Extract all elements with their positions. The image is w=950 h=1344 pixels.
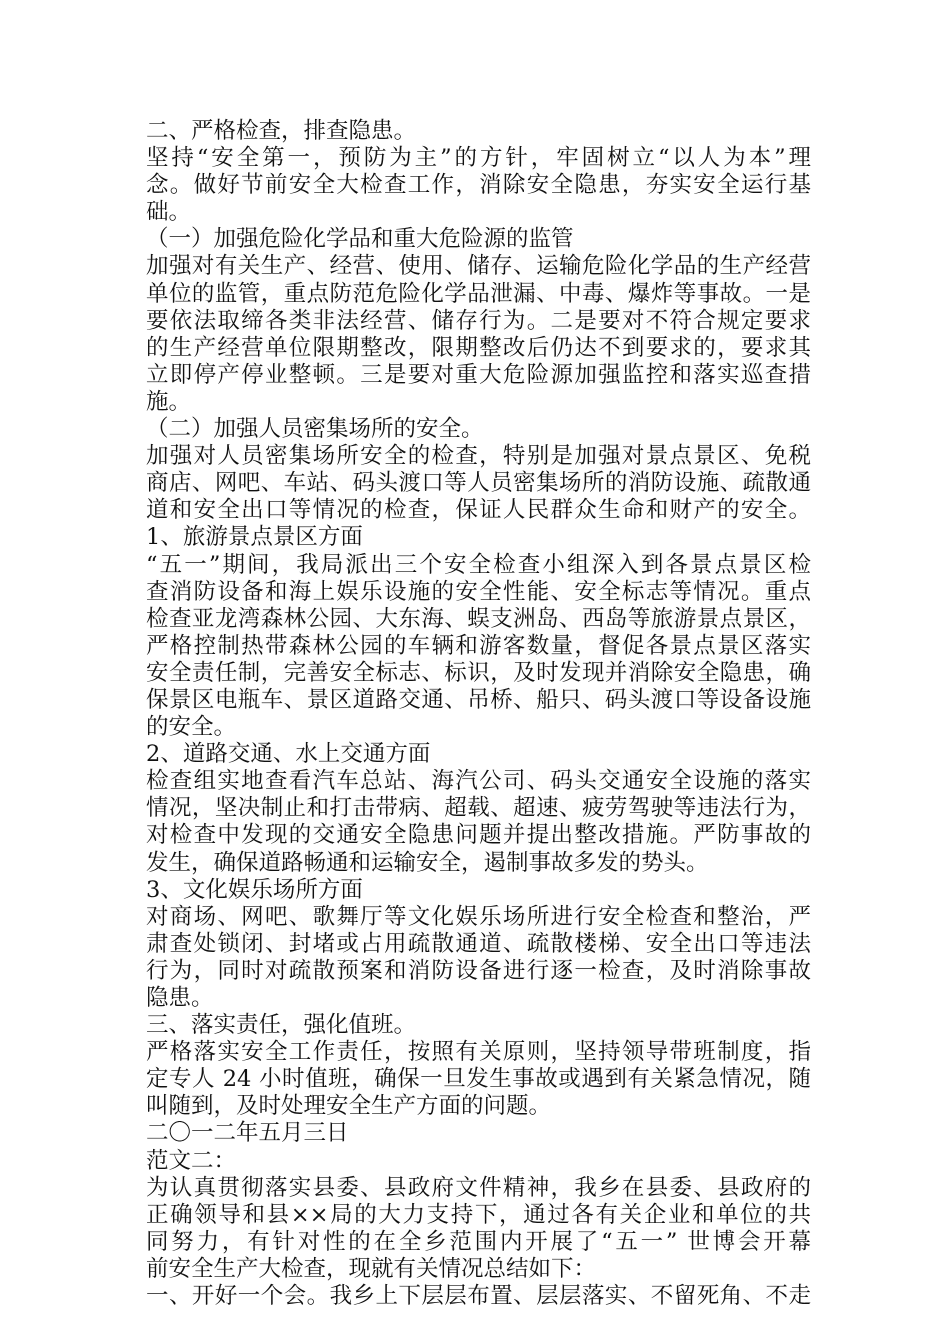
text-line: 施。	[146, 388, 192, 415]
text-line: “五一”期间，我局派出三个安全检查小组深入到各景点景区检	[146, 551, 811, 578]
text-line: 情况，坚决制止和打击带病、超载、超速、疲劳驾驶等违法行为，	[146, 795, 811, 822]
text-line: 加强对有关生产、经营、使用、储存、运输危险化学品的生产经营	[146, 253, 811, 280]
text-line: 立即停产停业整顿。三是要对重大危险源加强监控和落实巡查措	[146, 361, 811, 388]
text-line: 道和安全出口等情况的检查，保证人民群众生命和财产的安全。	[146, 497, 811, 524]
text-line: 三、落实责任，强化值班。	[146, 1012, 417, 1039]
text-line: 同努力，有针对性的在全乡范围内开展了“五一” 世博会开幕	[146, 1228, 811, 1255]
text-line: 1、旅游景点景区方面	[146, 524, 363, 551]
text-line: 为认真贯彻落实县委、县政府文件精神，我乡在县委、县政府的	[146, 1174, 811, 1201]
text-line: 2、道路交通、水上交通方面	[146, 741, 431, 768]
text-line: 检查亚龙湾森林公园、大东海、蜈支洲岛、西岛等旅游景点景区，	[146, 605, 811, 632]
text-line: 对商场、网吧、歌舞厅等文化娱乐场所进行安全检查和整治，严	[146, 903, 811, 930]
text-line: 隐患。	[146, 985, 214, 1011]
text-line: 检查组实地查看汽车总站、海汽公司、码头交通安全设施的落实	[146, 768, 811, 795]
text-line: 查消防设备和海上娱乐设施的安全性能、安全标志等情况。重点	[146, 578, 811, 605]
text-line: 正确领导和县××局的大力支持下，通过各有关企业和单位的共	[146, 1201, 811, 1228]
text-line: 前安全生产大检查，现就有关情况总结如下：	[146, 1255, 597, 1282]
document-body	[146, 118, 811, 1310]
text-line: 肃查处锁闭、封堵或占用疏散通道、疏散楼梯、安全出口等违法	[146, 930, 811, 957]
text-line: 定专人 24 小时值班，确保一旦发生事故或遇到有关紧急情况，随	[146, 1066, 811, 1093]
text-line: 严格控制热带森林公园的车辆和游客数量，督促各景点景区落实	[146, 632, 811, 659]
text-line: 范文二：	[146, 1147, 237, 1174]
text-line: 商店、网吧、车站、码头渡口等人员密集场所的消防设施、疏散通	[146, 470, 811, 497]
text-line: 念。做好节前安全大检查工作，消除安全隐患，夯实安全运行基	[146, 172, 811, 199]
text-line: 行为，同时对疏散预案和消防设备进行逐一检查，及时消除事故	[146, 957, 811, 984]
text-line: 坚持“安全第一，预防为主”的方针，牢固树立“以人为本”理	[146, 145, 811, 172]
text-line: 发生，确保道路畅通和运输安全，遏制事故多发的势头。	[146, 849, 709, 876]
text-line: 保景区电瓶车、景区道路交通、吊桥、船只、码头渡口等设备设施	[146, 686, 811, 713]
text-line: 二〇一二年五月三日	[146, 1120, 349, 1147]
text-line: 一、开好一个会。我乡上下层层布置、层层落实、不留死角、不走	[146, 1283, 811, 1310]
text-line: （二）加强人员密集场所的安全。	[146, 416, 484, 443]
text-line: 的安全。	[146, 714, 237, 741]
text-line: 严格落实安全工作责任，按照有关原则，坚持领导带班制度，指	[146, 1039, 811, 1066]
text-line: 对检查中发现的交通安全隐患问题并提出整改措施。严防事故的	[146, 822, 811, 849]
text-line: 安全责任制，完善安全标志、标识，及时发现并消除安全隐患，确	[146, 659, 811, 686]
text-line: 要依法取缔各类非法经营、储存行为。二是要对不符合规定要求	[146, 307, 811, 334]
text-line: 叫随到，及时处理安全生产方面的问题。	[146, 1093, 552, 1120]
text-line: 的生产经营单位限期整改，限期整改后仍达不到要求的，要求其	[146, 334, 811, 361]
text-line: 单位的监管，重点防范危险化学品泄漏、中毒、爆炸等事故。一是	[146, 280, 811, 307]
text-line: 二、严格检查，排查隐患。	[146, 118, 417, 144]
text-line: 加强对人员密集场所安全的检查，特别是加强对景点景区、免税	[146, 443, 811, 470]
text-line: 3、文化娱乐场所方面	[146, 876, 363, 903]
text-line: 础。	[146, 199, 192, 226]
text-line: （一）加强危险化学品和重大危险源的监管	[146, 226, 574, 253]
